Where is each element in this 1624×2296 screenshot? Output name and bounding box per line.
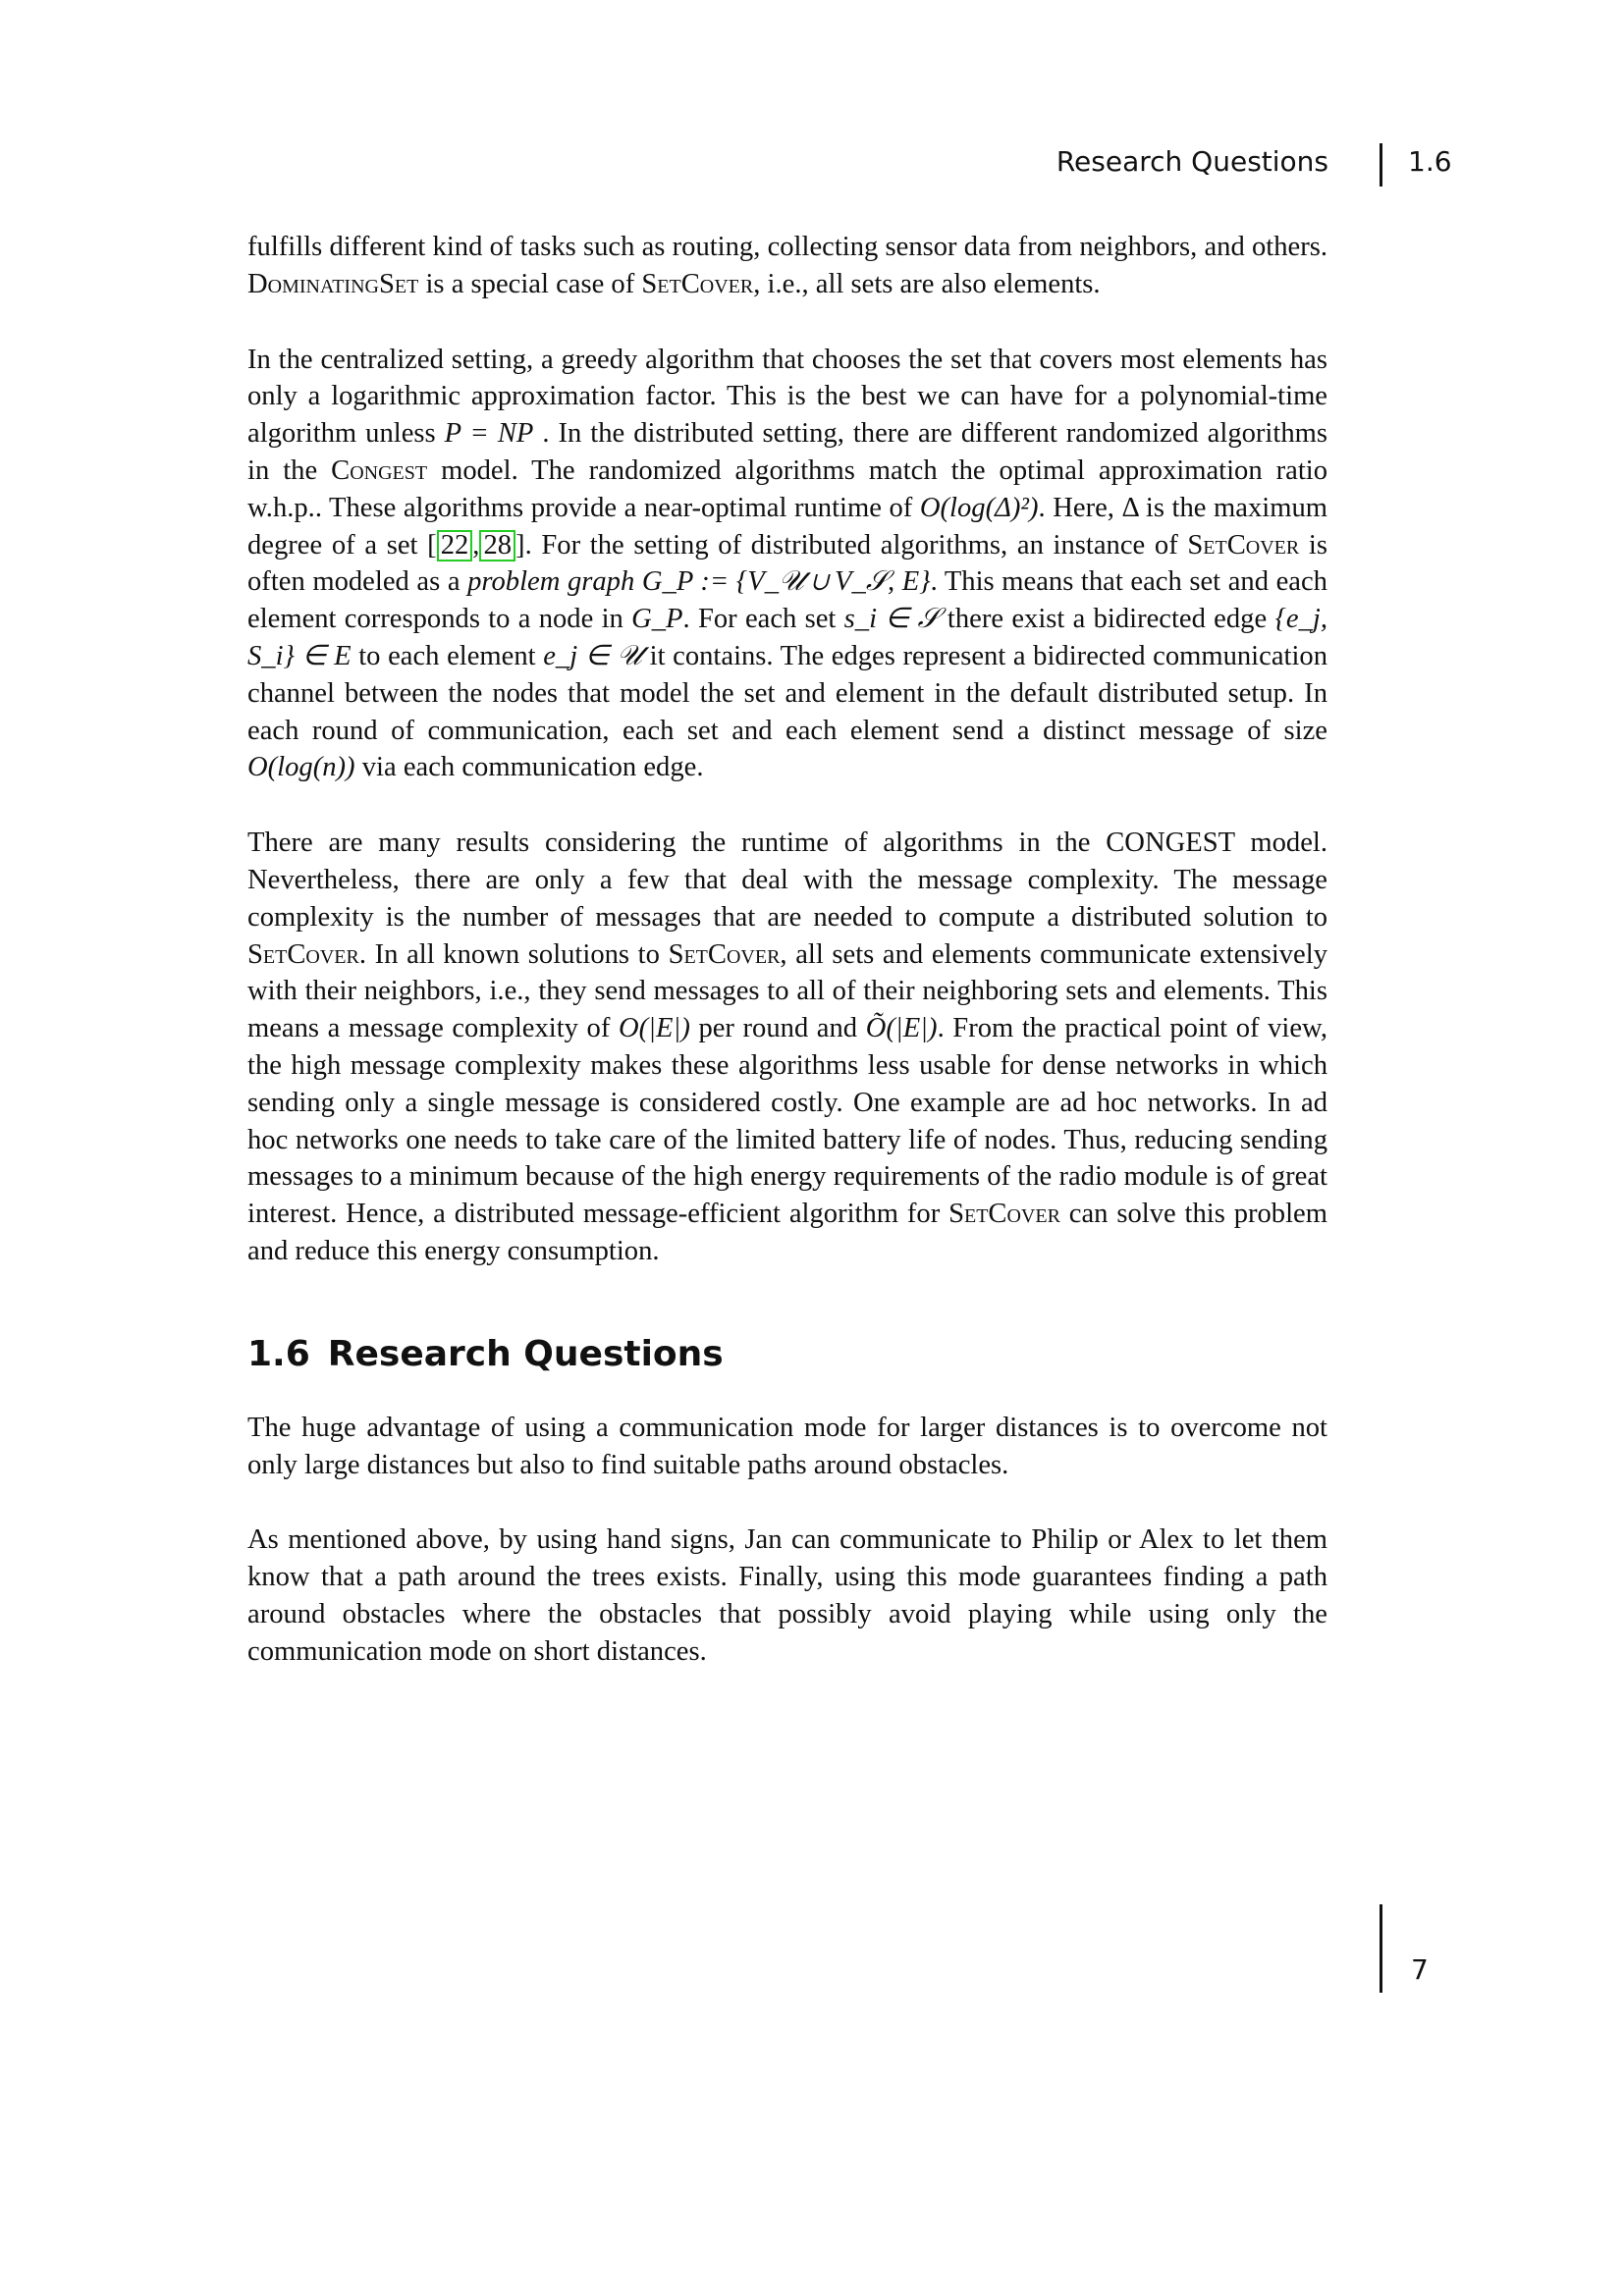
text-run: can solve this problem and reduce this energy consumption. (247, 1199, 1327, 1266)
text-run: . For each set (682, 604, 837, 635)
text-run: . For the setting of distributed algorithms, an instance of (524, 529, 1178, 561)
text-run: . In all known solutions to (358, 938, 660, 970)
text-run: is a special case of (425, 268, 635, 299)
problem-name: SetCover (948, 1199, 1060, 1230)
problem-name: SetCover (668, 938, 781, 970)
text-run: . This means that each set and each element corresponds to a node in (247, 566, 1327, 635)
emphasis: problem graph (467, 566, 635, 598)
text-run: . From the practical point of view, the high message complexity makes these algorithms less usable for dense networks in which sending only a single message is considered costly. One example are ad hoc networks. In ad hoc networks one needs to take care of the limited battery life of nodes. Thus, reducing sending messages to a minimum because of the high energy requirements of the radio module is of great interest. Hence, a distributed message-efficient algorithm for (247, 1013, 1327, 1230)
paragraph-dominating-set (247, 229, 1327, 303)
section-number: 1.6 (247, 1333, 310, 1374)
text-run: it contains. The edges represent a bidirected communication channel between the nodes that model the set and element in the default distributed setup. In each round of communication, each set and each element send a distinct message of size (247, 640, 1327, 746)
paragraph-research-intro: The huge advantage of using a communication mode for larger distances is to overcome not only large distances but also to find suitable paths around obstacles. (247, 1412, 1327, 1480)
model-name: Congest (331, 454, 428, 486)
paragraph-hand-signs: As mentioned above, by using hand signs, Jan can communicate to Philip or Alex to let them know that a path around the trees exists. Finally, using this mode guarantees finding a path around obstacles where the obstacles that possibly avoid playing while using only the communication mode on short distances. (247, 1524, 1327, 1667)
paragraph-message-complexity (247, 825, 1327, 1270)
math-expression: s_i ∈ 𝒮 (843, 604, 940, 635)
math-expression: P = NP (444, 418, 534, 450)
footer-divider (1380, 1904, 1382, 1993)
text-run: , all sets and elements communicate extensively with their neighbors, i.e., they send messages to all of their neighboring sets and elements. This means a message complexity of (247, 938, 1327, 1044)
text-run: In the centralized setting, a greedy algorithm that chooses the set that covers most elements has only a logarithmic approximation factor. This is the best we can have for a polynomial-time algorithm unless (247, 344, 1327, 450)
page-number: 7 (1411, 1953, 1429, 1986)
math-expression: O(log(Δ)²) (919, 492, 1039, 523)
main-text (247, 229, 1327, 1671)
text-run: via each communication edge. (361, 752, 704, 783)
text-run: per round and (698, 1013, 858, 1044)
header-divider (1380, 143, 1382, 187)
text-run: fulfills different kind of tasks such as routing, collecting sensor data from neighbors, and others. (247, 232, 1327, 262)
text-run: , i.e., all sets are also elements. (753, 268, 1101, 299)
text-run: to each element (358, 640, 536, 671)
section-title: Research Questions (327, 1333, 724, 1374)
math-expression: G_P := {V_𝒰 ∪ V_𝒮, E} (641, 566, 931, 598)
math-expression: Õ(|E|) (865, 1013, 938, 1044)
math-expression: G_P (631, 604, 683, 635)
text-run: is often modeled as a (247, 529, 1327, 598)
section-heading (247, 1333, 1327, 1376)
problem-name: SetCover (247, 938, 359, 970)
math-expression: O(|E|) (618, 1013, 690, 1044)
problem-name: SetCover (641, 268, 754, 299)
citation-link[interactable]: 22 (437, 530, 473, 561)
text-run: There are many results considering the runtime of algorithms in the CONGEST model. Nevertheless, there are only a few that deal with the message complexity. The message complexity is the number of messages that are needed to compute a distributed solution to (247, 828, 1327, 933)
citation-link[interactable]: 28 (479, 530, 515, 561)
math-expression: {e_j, S_i} ∈ E (247, 604, 1327, 671)
text-run: there exist a bidirected edge (947, 604, 1268, 635)
running-header-title: Research Questions (1056, 145, 1328, 178)
paragraph-centralized-setting: In the centralized setting, a greedy algorithm that chooses the set that covers most elements has only a logarithmic approximation factor. This is the best we can have for a polynomial-time algorithm unless P = NP . In the distributed setting, there are different randomized algorithms in the Congest model. The randomized algorithms match the optimal approximation ratio w.h.p.. These algorithms provide a near-optimal runtime of O(log(Δ)²). Here, Δ is the maximum degree of a set [ 22 , 28 ]. For the setting of distributed algorithms, an instance of SetCover is often modeled as a problem graph G_P := {V_𝒰 ∪ V_𝒮, E}. This means that each set and each element corresponds to a node in G_P. For each set s_i ∈ 𝒮 there exist a bidirected edge {e_j, S_i} ∈ E to each element e_j ∈ 𝒰 it contains. The edges represent a bidirected communication channel between the nodes that model the set and element in the default distributed setup. In each round of communication, each set and each element send a distinct message of size O(log(n)) via each communication edge. (247, 344, 1328, 783)
running-header-section-number: 1.6 (1408, 145, 1452, 178)
problem-name: SetCover (1187, 529, 1300, 561)
text-run: . Here, Δ is the maximum degree of a set (247, 492, 1327, 561)
problem-name: DominatingSet (247, 268, 419, 299)
math-expression: O(log(n)) (247, 752, 355, 783)
math-expression: e_j ∈ 𝒰 (543, 640, 643, 671)
text-run: model. The randomized algorithms match the optimal approximation ratio w.h.p.. These algorithms provide a near-optimal runtime of (247, 454, 1328, 523)
text-run: . In the distributed setting, there are different randomized algorithms in the (247, 418, 1327, 486)
